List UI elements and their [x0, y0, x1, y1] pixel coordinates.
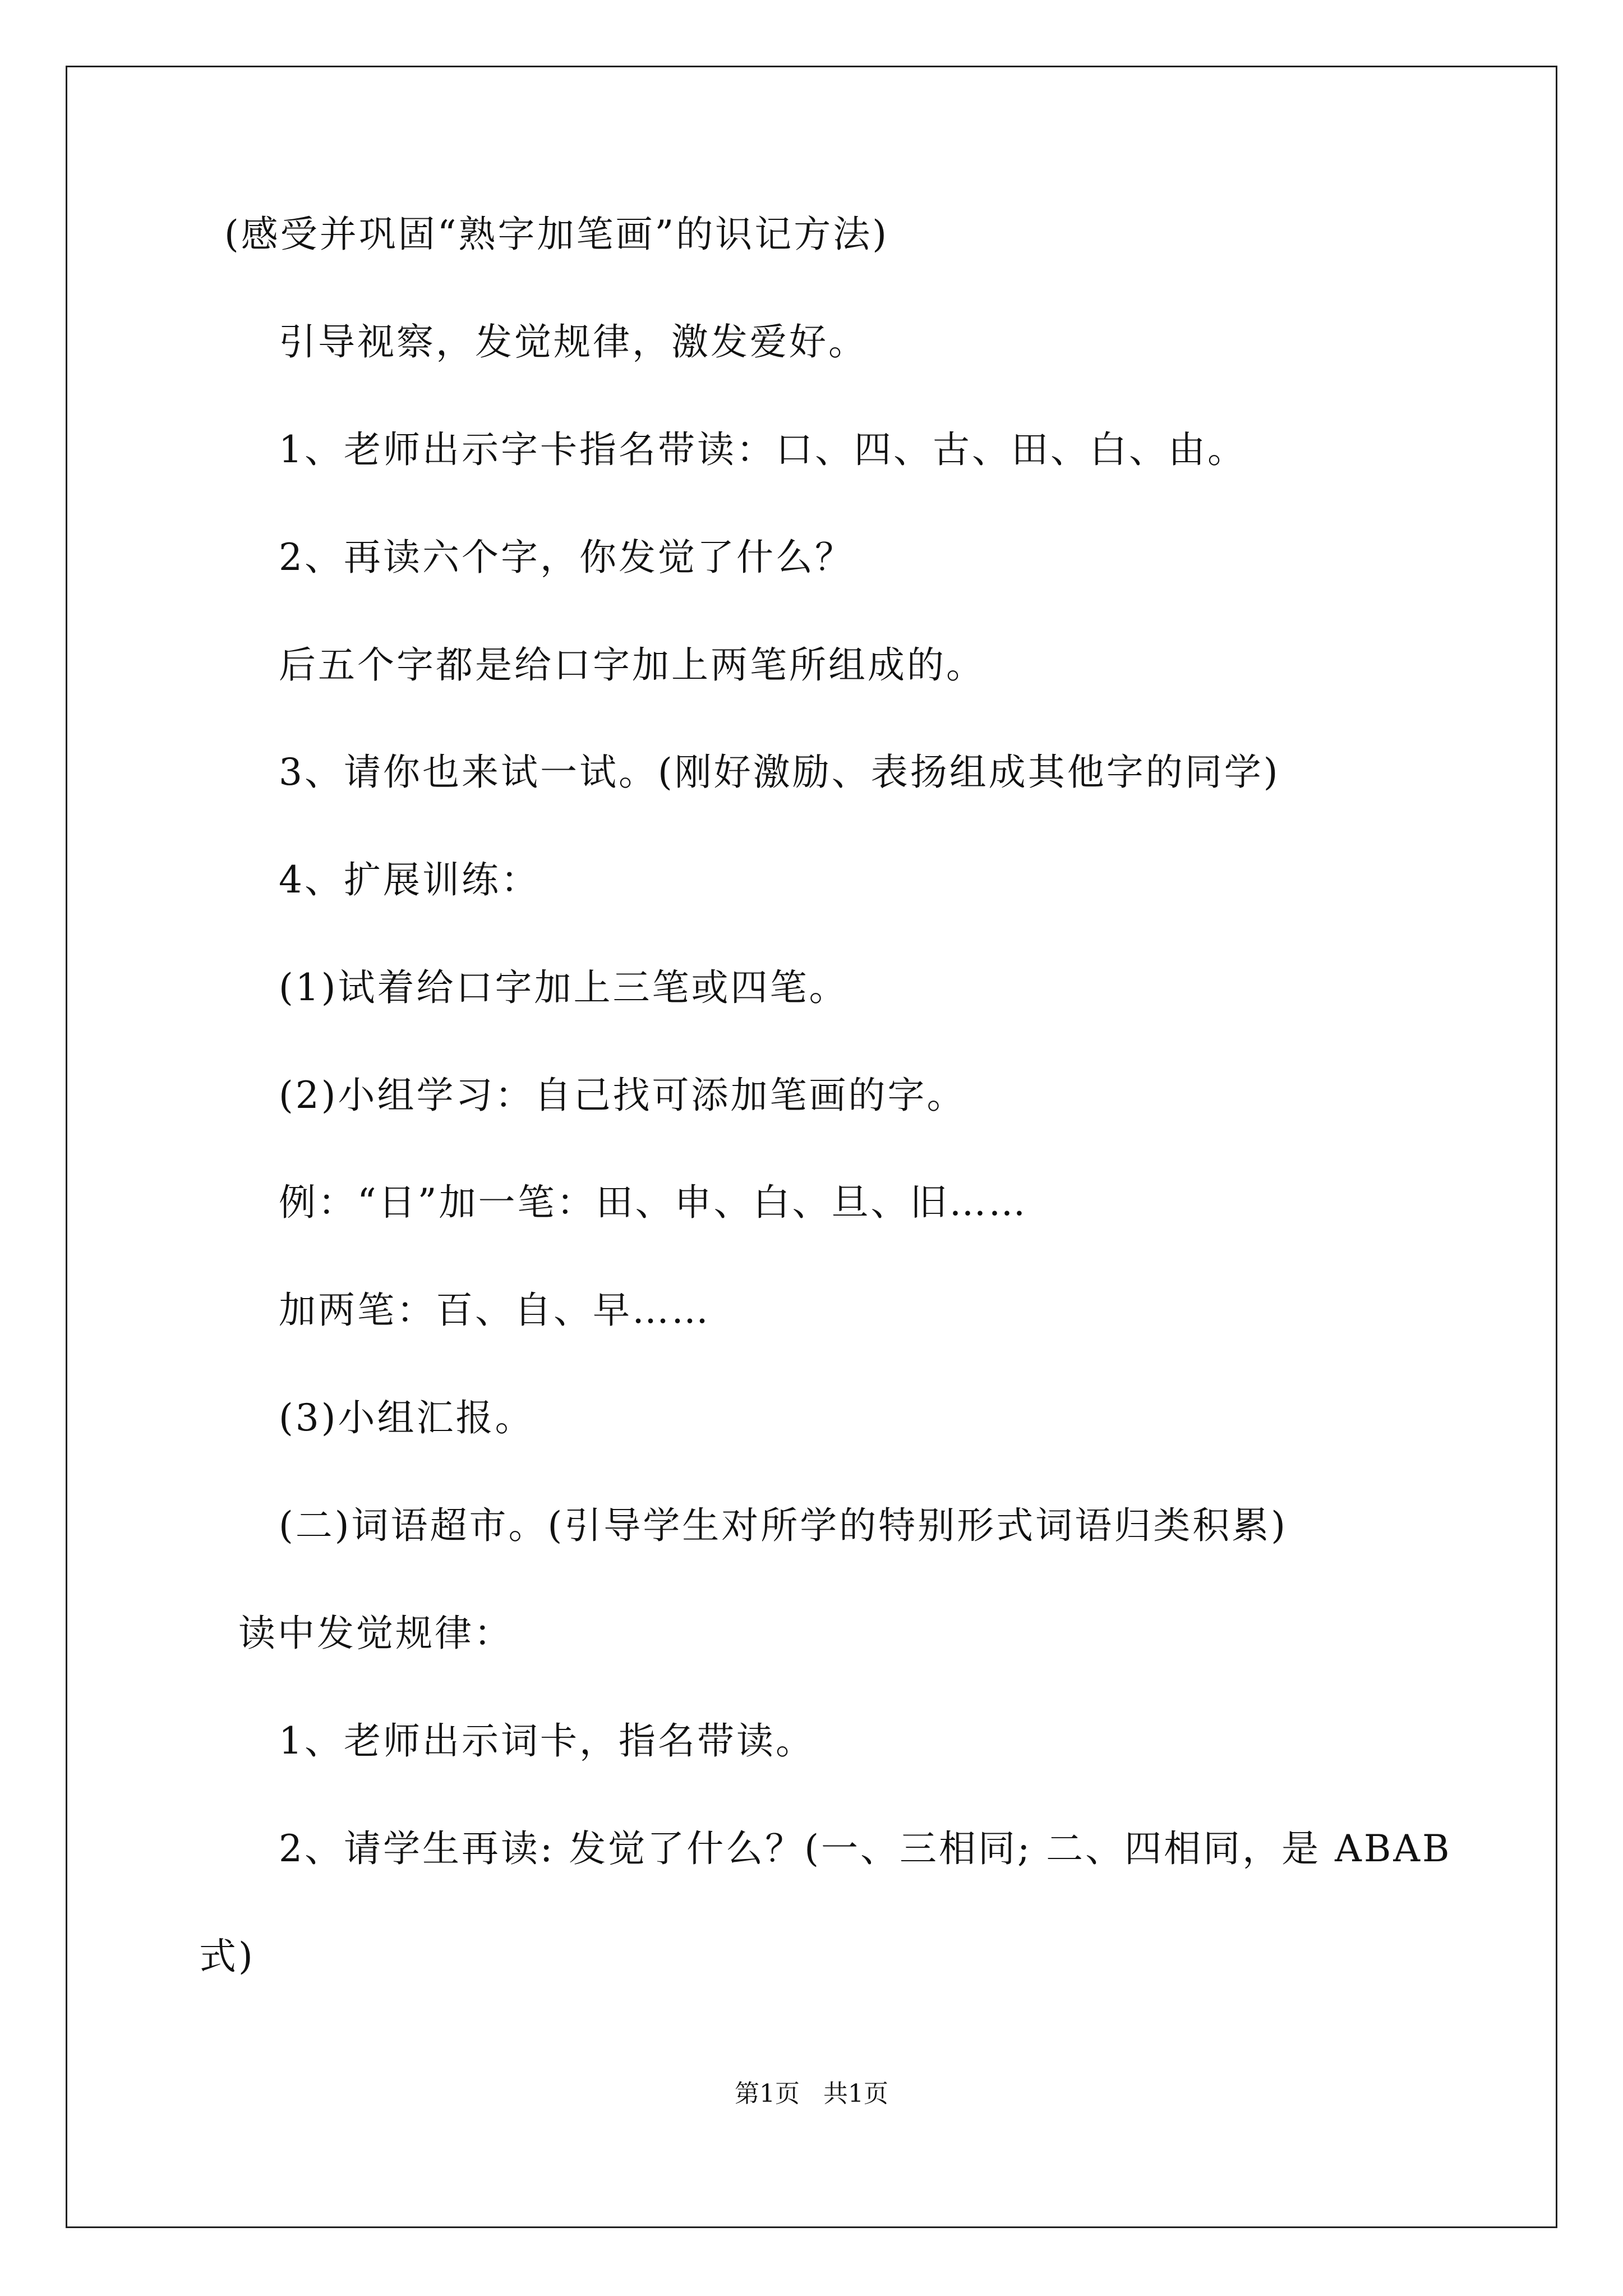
text-line: 引导视察，发觉规律，激发爱好。 [279, 320, 868, 364]
text-line: 加两笔：百、自、早…… [279, 1289, 711, 1332]
text-line: 1、老师出示字卡指名带读：口、四、古、田、白、由。 [279, 428, 1247, 471]
text-line: 例：“日”加一笔：田、申、白、旦、旧…… [279, 1181, 1028, 1224]
text-line: (感受并巩固“熟字加笔画”的识记方法) [224, 213, 889, 256]
text-line: (1)试着给口字加上三笔或四笔。 [279, 966, 849, 1009]
page-border [66, 66, 1557, 2228]
page-footer: 第1页 共1页 [735, 2079, 888, 2108]
text-line: 4、扩展训练： [279, 858, 540, 901]
text-line: (二)词语超市。(引导学生对所学的特别形式词语归类积累) [279, 1504, 1288, 1547]
text-line: (3)小组汇报。 [279, 1396, 534, 1439]
text-line: 后五个字都是给口字加上两笔所组成的。 [279, 643, 985, 687]
text-line: (2)小组学习：自己找可添加笔画的字。 [279, 1074, 966, 1117]
text-line: 2、再读六个字，你发觉了什么？ [279, 536, 854, 579]
text-line: 式) [199, 1935, 255, 1978]
text-line: 1、老师出示词卡，指名带读。 [279, 1719, 815, 1763]
text-line: 2、请学生再读: 发觉了什么？(一、三相同; 二、四相同，是 ABAB [279, 1827, 1452, 1870]
text-line: 3、请你也来试一试。(刚好激励、表扬组成其他字的同学) [279, 751, 1280, 794]
text-line: 读中发觉规律： [238, 1612, 513, 1655]
